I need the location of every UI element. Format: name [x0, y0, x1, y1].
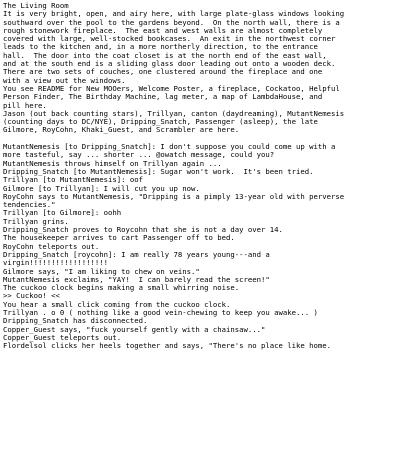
room-text-line: Person Finder, The Birthday Machine, lag meter, a map of LambdaHouse, and: [3, 93, 323, 102]
log-text-line: Copper_Guest teleports out.: [3, 333, 122, 342]
log-text-line: The housekeeper arrives to cart Passenger off to bed.: [3, 234, 235, 243]
log-text-line: Trillyan [to MutantNemesis]: oof: [3, 176, 143, 185]
room-text-line: southward over the pool to the gardens beyond. On the north wall, there is a: [3, 18, 340, 27]
log-text-line: Dripping_Snatch proves to Roycohn that she is not a day over 14.: [3, 226, 283, 235]
blank-line: [3, 135, 402, 143]
log-text-line: MutantNemesis exclaims, "YAY! I can barely read the screen!": [3, 275, 270, 284]
room-text-line: with a view out the windows.: [3, 76, 126, 85]
log-text-line: You hear a small click coming from the cuckoo clock.: [3, 300, 231, 309]
room-text-line: (counting days to DC/NYE), Dripping_Snatch, Passenger (asleep), the late: [3, 118, 318, 127]
room-description: [3, 2, 402, 135]
room-text-line: Jason (out back counting stars), Trillyan, canton (daydreaming), MutantNemesis: [3, 109, 345, 118]
log-text-line: MutantNemesis [to Dripping_Snatch]: I don't suppose you could come up with a: [3, 143, 336, 152]
log-text-line: Trillyan [to Gilmore]: oohh: [3, 209, 122, 218]
room-text-line: covered with large, well-stocked bookcases. An exit in the northwest corner: [3, 35, 336, 44]
log-text-line: Gilmore [to Trillyan]: I will cut you up now.: [3, 184, 200, 193]
log-text-line: RoyCohn says to MutantNemesis, "Dripping is a pimply 13-year old with perverse: [3, 192, 345, 201]
log-text-line: Dripping_Snatch [to MutantNemesis]: Sugar won't work. It's been tried.: [3, 167, 314, 176]
log-text-line: more tasteful, say ... shorter ... @owatch message, could you?: [3, 151, 275, 160]
room-text-line: hall. The door into the coat closet is at the north end of the east wall,: [3, 51, 327, 60]
log-text-line: >> Cuckoo! <<: [3, 292, 60, 301]
room-text-line: There are two sets of couches, one clustered around the fireplace and one: [3, 68, 323, 77]
log-text-line: Flordelsol clicks her heels together and says, "There's no place like home.: [3, 342, 331, 351]
room-text-line: It is very bright, open, and airy here, with large plate-glass windows looking: [3, 10, 345, 19]
log-text-line: Trillyan grins.: [3, 217, 69, 226]
log-text-line: RoyCohn teleports out.: [3, 242, 100, 251]
conversation-log: [3, 143, 402, 350]
log-text-line: Trillyan . o 0 ( nothing like a good vein-chewing to keep you awake... ): [3, 308, 318, 317]
log-text-line: Dripping_Snatch [roycohn]: I am really 78 years young---and a: [3, 250, 270, 259]
log-text-line: Dripping_Snatch has disconnected.: [3, 317, 148, 326]
log-text-line: Copper_Guest says, "fuck yourself gently with a chainsaw...": [3, 325, 266, 334]
log-text-line: Gilmore says, "I am liking to chew on veins.": [3, 267, 200, 276]
room-text-line: The Living Room: [3, 2, 69, 10]
log-text-line: virgin!!!!!!!!!!!!!!!!!!: [3, 259, 108, 268]
room-text-line: rough stonework fireplace. The east and west walls are almost completely: [3, 26, 323, 35]
room-text-line: leads to the kitchen and, in a more northerly direction, to the entrance: [3, 43, 318, 52]
log-text-line: The cuckoo clock begins making a small whirring noise.: [3, 284, 240, 293]
room-text-line: pill here.: [3, 101, 47, 110]
log-text-line: MutantNemesis throws himself on Trillyan again ...: [3, 159, 222, 168]
room-text-line: and at the south end is a sliding glass door leading out onto a wooden deck.: [3, 60, 336, 69]
room-text-line: Gilmore, RoyCohn, Khaki_Guest, and Scrambler are here.: [3, 126, 240, 135]
room-text-line: You see README for New MOOers, Welcome Poster, a fireplace, Cockatoo, Helpful: [3, 84, 340, 93]
log-text-line: tendencies.": [3, 201, 56, 210]
